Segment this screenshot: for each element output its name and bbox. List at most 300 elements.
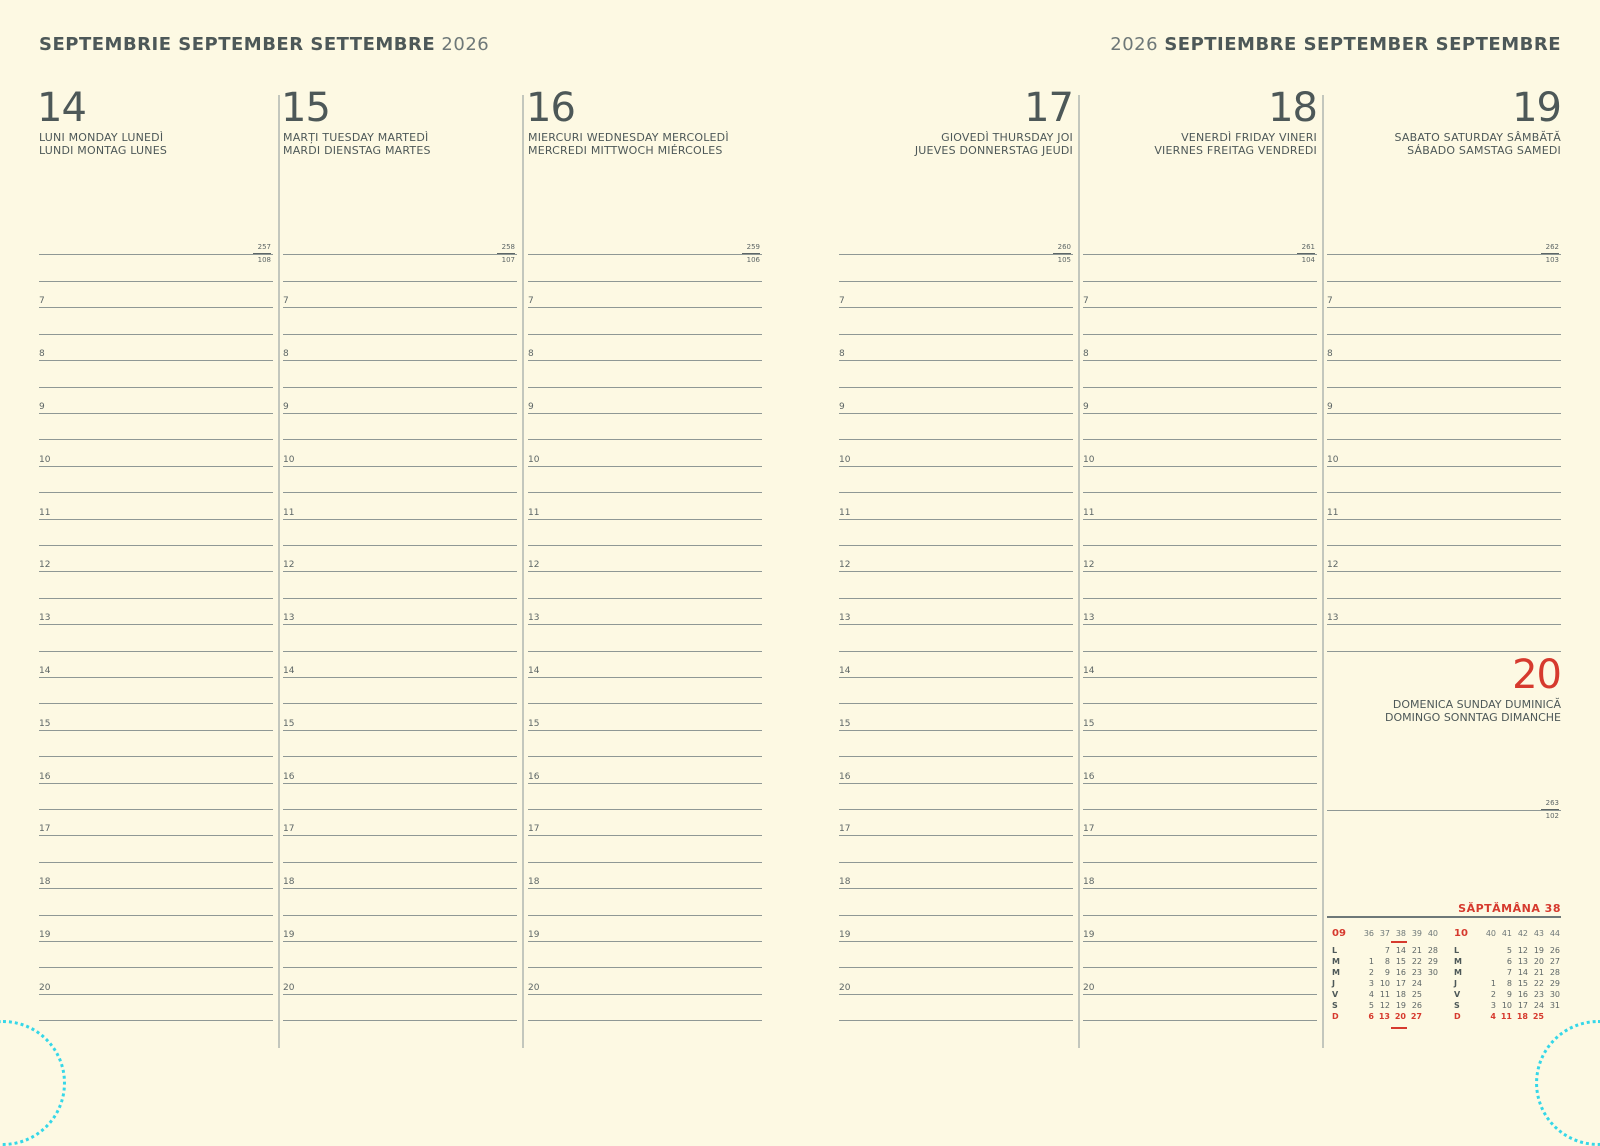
hour-rule [1083,334,1317,335]
hour-label: 10 [283,454,295,465]
hour-rule [839,677,1073,678]
hour-rule [839,624,1073,625]
hour-rule [1083,387,1317,388]
mini-calendar-day: 13 [1517,957,1528,966]
hour-rule [839,466,1073,467]
mini-calendar-day: 24 [1411,979,1422,988]
hour-rule [39,703,273,704]
mini-calendar-day: 8 [1506,979,1512,988]
mini-calendar-day: 22 [1411,957,1422,966]
hour-rule [1083,730,1317,731]
hour-label: 11 [1327,507,1339,518]
days-remaining: 103 [1545,256,1559,264]
hour-label: 16 [839,771,851,782]
hour-rule [1083,1020,1317,1021]
mini-calendar-day: 1 [1490,979,1496,988]
day-name-line: SÁBADO SAMSTAG SAMEDI [1407,144,1561,157]
hour-rule [39,651,273,652]
hour-rule [39,888,273,889]
day-name [39,131,167,157]
mini-calendar-table [1331,928,1439,1022]
week-number: 42 [1517,929,1528,938]
hour-rule [1083,862,1317,863]
hour-label: 11 [528,507,540,518]
hour-rule [528,281,762,282]
hour-rule [39,413,273,414]
hour-rule [839,835,1073,836]
hour-label: 13 [839,613,851,624]
hour-rule [528,360,762,361]
hour-label: 13 [1327,613,1339,624]
day-of-year: 260 [1057,243,1071,251]
day-header-rule [283,254,517,255]
hour-rule [39,1020,273,1021]
weekday-initial: V [1454,990,1461,999]
weekday-initial: M [1454,968,1462,977]
day-number: 15 [281,85,330,131]
hour-rule [839,307,1073,308]
hour-rule [39,334,273,335]
hour-rule [528,967,762,968]
hour-rule [1083,466,1317,467]
mini-calendar-day: 1 [1368,957,1374,966]
mini-calendar-day: 14 [1517,968,1528,977]
days-remaining: 107 [501,256,515,264]
mini-calendar-row [1331,956,1439,967]
hour-label: 10 [39,454,51,465]
hour-rule [283,334,517,335]
weekday-initial: D [1332,1012,1339,1021]
hour-label: 10 [528,454,540,465]
hour-label: 16 [39,771,51,782]
hour-rule [839,598,1073,599]
hour-rule [839,783,1073,784]
hour-rule [528,334,762,335]
hour-rule [528,862,762,863]
hour-rule [39,835,273,836]
hour-rule [1327,466,1561,467]
day-name-line: MARȚI TUESDAY MARTEDÌ [283,131,429,144]
hour-rule [839,941,1073,942]
hour-rule [283,624,517,625]
hour-rule [1083,915,1317,916]
mini-calendar-day: 11 [1500,1012,1512,1021]
hour-label: 20 [528,982,540,993]
week-number: 38 [1395,929,1406,938]
mini-calendar-day: 6 [1506,957,1512,966]
day-name [1394,131,1561,157]
hour-rule [283,809,517,810]
mini-calendar-day: 8 [1384,957,1390,966]
hour-label: 13 [39,613,51,624]
column-divider [522,95,524,1048]
hour-label: 14 [39,666,51,676]
hour-rule [528,677,762,678]
day-name-line: SABATO SATURDAY SÂMBĂTĂ [1394,131,1561,144]
day-name-line: MARDI DIENSTAG MARTES [283,144,431,157]
hour-rule [1083,677,1317,678]
mini-calendar-day: 7 [1506,968,1512,977]
mini-calendar-row [1331,1011,1439,1022]
hour-label: 11 [1083,507,1095,518]
hour-rule [283,571,517,572]
mini-calendar-day: 6 [1368,1012,1374,1021]
mini-calendar-day: 28 [1427,946,1438,955]
hour-rule [528,466,762,467]
weekday-initial: M [1332,957,1340,966]
hour-rule [283,967,517,968]
hour-rule [1083,809,1317,810]
hour-label: 15 [283,718,295,729]
day-of-year: 258 [501,243,515,251]
mini-calendar-row [1453,978,1561,989]
hour-label: 13 [528,613,540,624]
column-divider [1078,95,1080,1048]
hour-rule [283,783,517,784]
hour-rule [39,756,273,757]
hour-rule [528,413,762,414]
hour-label: 15 [1083,718,1095,729]
hour-rule [528,307,762,308]
hour-rule [39,307,273,308]
hour-label: 11 [839,507,851,518]
hour-rule [528,624,762,625]
hour-label: 8 [528,349,534,360]
hour-rule [1083,783,1317,784]
hour-label: 7 [839,296,845,307]
day-name-line: MIERCURI WEDNESDAY MERCOLEDÌ [528,131,729,144]
hour-rule [1083,519,1317,520]
mini-calendar-day: 27 [1410,1012,1422,1021]
mini-calendar-day: 16 [1395,968,1406,977]
hour-label: 15 [528,718,540,729]
mini-calendar-day: 12 [1379,1001,1390,1010]
mini-calendar-day [1423,978,1439,989]
hour-rule [839,413,1073,414]
mini-calendar-day: 20 [1394,1012,1406,1021]
hour-label: 14 [528,666,540,676]
mini-calendar-day: 5 [1506,946,1512,955]
hour-rule [528,545,762,546]
hour-label: 11 [39,507,51,518]
hour-label: 9 [39,402,45,412]
hour-label: 17 [283,824,295,835]
hour-rule [39,598,273,599]
hour-rule [39,360,273,361]
counter-bar [1053,253,1071,254]
hour-rule [1083,941,1317,942]
week-label-rule [1327,916,1561,918]
day-name-line: JUEVES DONNERSTAG JEUDI [914,144,1073,157]
left-month-title: SEPTEMBRIE SEPTEMBER SETTEMBRE [39,34,436,55]
hour-rule [283,439,517,440]
mini-calendar-day [1481,956,1497,967]
hour-rule [528,598,762,599]
mini-calendar-day: 21 [1411,946,1422,955]
mini-calendar-day [1423,1011,1439,1022]
hour-rule [1327,439,1561,440]
hour-label: 16 [528,771,540,782]
hour-rule [1327,360,1561,361]
weekday-initial: J [1332,979,1335,988]
days-remaining: 105 [1057,256,1071,264]
weekday-initial: D [1454,1012,1461,1021]
mini-calendar-table [1453,928,1561,1022]
hour-label: 7 [1083,296,1089,307]
mini-calendar-day: 26 [1411,1001,1422,1010]
day-name [915,131,1073,157]
counter-bar [1297,253,1315,254]
day-of-year: 261 [1301,243,1315,251]
hour-rule [1083,281,1317,282]
hour-rule [839,809,1073,810]
hour-rule [1083,439,1317,440]
hour-label: 9 [839,402,845,412]
hour-rule [528,703,762,704]
mini-calendar-day: 19 [1395,1001,1406,1010]
hour-rule [39,677,273,678]
hour-label: 20 [39,982,51,993]
day-name-line: VENERDÌ FRIDAY VINERI [1181,131,1317,144]
mini-calendar-day: 29 [1549,979,1560,988]
hour-rule [283,730,517,731]
mini-calendar-day: 20 [1533,957,1544,966]
hour-rule [39,862,273,863]
mini-calendar-month: 09 [1332,928,1346,939]
hour-rule [39,571,273,572]
hour-label: 12 [1327,560,1339,571]
mini-calendar-day: 12 [1517,946,1528,955]
right-month-title: SEPTIEMBRE SEPTEMBER SEPTEMBRE [1164,34,1561,55]
day-name-line: MERCREDI MITTWOCH MIÉRCOLES [528,144,723,157]
mini-calendar-day [1423,1000,1439,1011]
hour-rule [1327,334,1561,335]
hour-rule [283,413,517,414]
hour-rule [283,941,517,942]
mini-calendar-day: 25 [1411,990,1422,999]
week-number: 39 [1411,929,1422,938]
week-number: 37 [1379,929,1390,938]
day-name-line: DOMENICA SUNDAY DUMINICĂ [1392,698,1561,711]
hour-rule [1083,835,1317,836]
hour-rule [39,545,273,546]
right-page-header [1110,34,1561,55]
mini-calendar-day: 10 [1379,979,1390,988]
hour-rule [839,915,1073,916]
mini-calendar-day: 18 [1516,1012,1528,1021]
hour-rule [1083,598,1317,599]
mini-calendar-day: 15 [1395,957,1406,966]
hour-label: 16 [283,771,295,782]
hour-rule [283,677,517,678]
hour-rule [839,334,1073,335]
weekday-initial: L [1454,946,1460,955]
hour-rule [1083,651,1317,652]
hour-rule [1083,756,1317,757]
sunday-name [1385,698,1561,724]
day-header-rule [839,254,1073,255]
hour-label: 8 [1327,349,1333,360]
hour-rule [39,915,273,916]
hour-rule [283,387,517,388]
mini-calendar-day [1359,945,1375,956]
hour-rule [839,756,1073,757]
hour-rule [39,281,273,282]
hour-rule [283,598,517,599]
week-number: 43 [1533,929,1544,938]
hour-rule [283,888,517,889]
hour-label: 16 [1083,771,1095,782]
hour-label: 14 [839,666,851,676]
hour-rule [1327,492,1561,493]
hour-label: 13 [1083,613,1095,624]
hour-rule [528,387,762,388]
week-number: 41 [1501,929,1512,938]
hour-rule [839,862,1073,863]
hour-rule [39,492,273,493]
mini-calendar-day: 24 [1533,1001,1544,1010]
hour-rule [528,756,762,757]
mini-calendar-day: 19 [1533,946,1544,955]
mini-calendar-day: 10 [1501,1001,1512,1010]
hour-rule [1083,360,1317,361]
hour-rule [528,1020,762,1021]
hour-rule [1083,413,1317,414]
day-number: 19 [1512,85,1561,131]
hour-rule [283,466,517,467]
day-name [283,131,431,157]
left-page-header [39,34,489,55]
mini-calendar-day: 23 [1533,990,1544,999]
hour-rule [528,941,762,942]
mini-calendar-month: 10 [1454,928,1468,939]
hour-label: 12 [1083,560,1095,571]
day-of-year: 259 [746,243,760,251]
hour-label: 17 [839,824,851,835]
hour-rule [1083,492,1317,493]
hour-rule [528,571,762,572]
hour-rule [528,888,762,889]
hour-rule [528,439,762,440]
hour-rule [839,994,1073,995]
mini-calendar-day: 5 [1368,1001,1374,1010]
day-name-line: VIERNES FREITAG VENDREDI [1154,144,1317,157]
day-name-line: LUNDI MONTAG LUNES [39,144,168,157]
hour-rule [528,492,762,493]
hour-rule [39,994,273,995]
hour-label: 10 [1083,454,1095,465]
day-name-line: DOMINGO SONNTAG DIMANCHE [1385,711,1561,724]
mini-calendar-day: 23 [1411,968,1422,977]
mini-calendar-day: 2 [1368,968,1374,977]
hour-rule [283,915,517,916]
mini-calendar-day: 31 [1549,1001,1560,1010]
hour-label: 9 [1327,402,1333,412]
hour-rule [39,466,273,467]
mini-calendar-day: 9 [1384,968,1390,977]
hour-rule [283,835,517,836]
week-number-label: SĂPTĂMÂNA 38 [1458,902,1561,915]
hour-label: 12 [839,560,851,571]
day-header-rule [1083,254,1317,255]
column-divider [1322,95,1324,1048]
mini-calendar-day: 15 [1517,979,1528,988]
hour-label: 12 [39,560,51,571]
mini-calendar-row [1331,989,1439,1000]
mini-calendar-day: 18 [1395,990,1406,999]
hour-label: 8 [283,349,289,360]
weekday-initial: L [1332,946,1338,955]
hour-rule [1083,545,1317,546]
day-number: 16 [526,85,575,131]
hour-rule [528,783,762,784]
day-name-line: LUNI MONDAY LUNEDÌ [39,131,164,144]
day-number: 17 [1024,85,1073,131]
hour-label: 13 [283,613,295,624]
week-number: 40 [1485,929,1496,938]
hour-label: 7 [39,296,45,307]
hour-label: 17 [1083,824,1095,835]
mini-calendar-day: 28 [1549,968,1560,977]
current-week-mark [1391,1027,1407,1029]
hour-rule [1327,413,1561,414]
hour-rule [39,783,273,784]
hour-rule [1327,281,1561,282]
hour-rule [283,756,517,757]
hour-rule [839,492,1073,493]
hour-rule [528,994,762,995]
hour-rule [283,651,517,652]
hour-rule [283,519,517,520]
mini-calendar-row [1453,1011,1561,1022]
hour-rule [1327,598,1561,599]
day-of-year: 262 [1545,243,1559,251]
mini-calendar-day: 14 [1395,946,1406,955]
mini-calendar-day [1481,967,1497,978]
hour-label: 7 [528,296,534,307]
day-name-line: GIOVEDÌ THURSDAY JOI [941,131,1073,144]
hour-label: 10 [1327,454,1339,465]
day-number: 14 [37,85,86,131]
day-name [1154,131,1317,157]
hour-rule [283,994,517,995]
days-remaining: 102 [1545,812,1559,820]
weekday-initial: M [1454,957,1462,966]
mini-calendar-row [1331,1000,1439,1011]
decorative-dotted-arc-right [1535,1020,1600,1146]
hour-rule [1327,545,1561,546]
mini-calendar-day: 16 [1517,990,1528,999]
hour-rule [283,492,517,493]
hour-label: 14 [283,666,295,676]
hour-rule [839,651,1073,652]
hour-rule [528,835,762,836]
hour-label: 19 [1083,930,1095,940]
hour-rule [839,519,1073,520]
hour-label: 20 [1083,982,1095,993]
mini-calendar-day: 4 [1368,990,1374,999]
mini-calendar-row [1453,1000,1561,1011]
mini-calendar-day: 7 [1384,946,1390,955]
mini-calendar-row [1331,945,1439,956]
hour-label: 20 [839,982,851,993]
hour-rule [839,387,1073,388]
day-header-rule [39,254,273,255]
mini-calendar-09 [1331,928,1439,1022]
mini-calendar-day: 4 [1490,1012,1496,1021]
hour-label: 18 [1083,877,1095,888]
counter-bar [253,253,271,254]
